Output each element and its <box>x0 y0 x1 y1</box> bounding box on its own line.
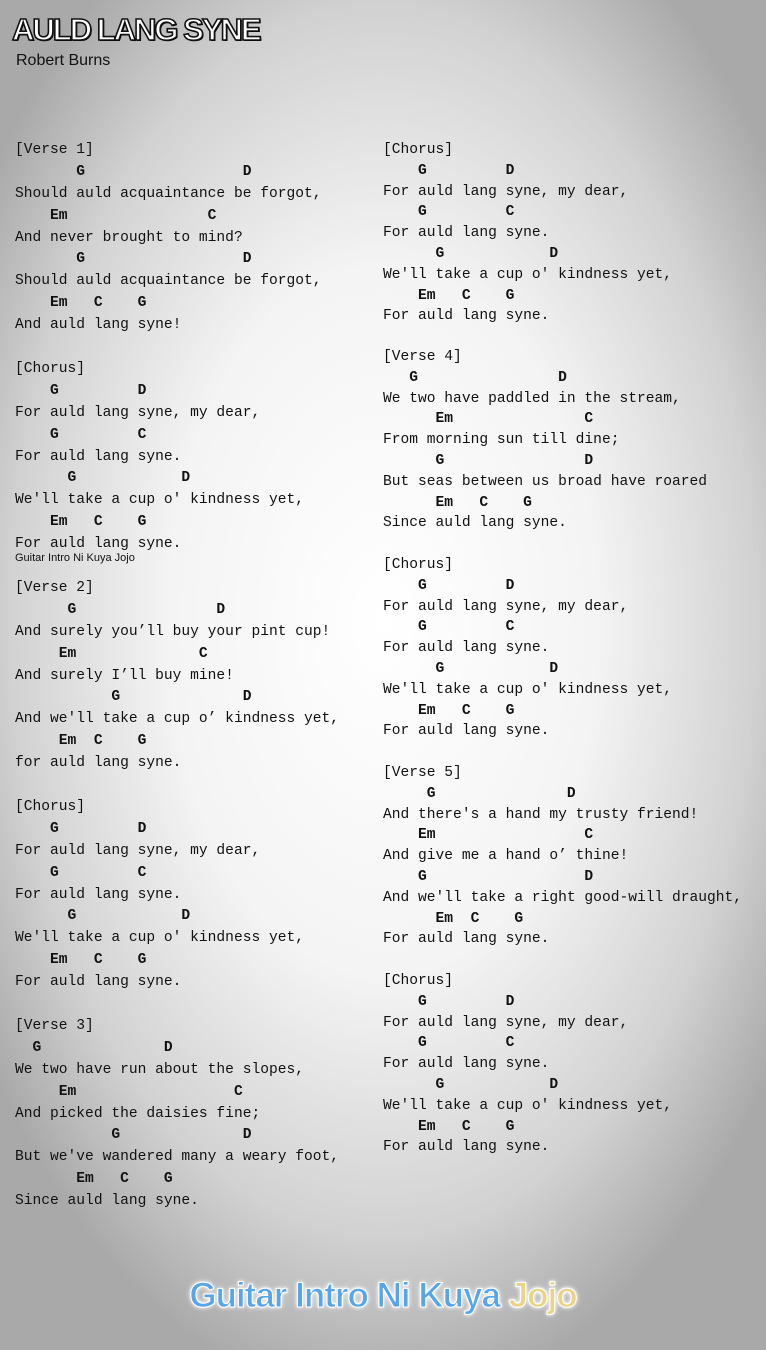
chord-line: G D <box>383 993 515 1010</box>
lyric-line: For auld lang syne, my dear, <box>383 183 629 200</box>
lyric-line: And surely you’ll buy your pint cup! <box>15 623 331 640</box>
chord-line: Em C <box>15 1083 243 1100</box>
chord-line: G D <box>15 908 191 925</box>
chord-line: Em C G <box>383 702 515 719</box>
section-label: [Verse 5] <box>383 765 462 781</box>
chord-line: G D <box>383 452 594 469</box>
section-label: [Chorus] <box>15 799 86 815</box>
chord-line: Em C G <box>383 910 524 927</box>
lyric-line: For auld lang syne. <box>15 448 182 465</box>
section-verse-1 <box>15 140 322 337</box>
lyric-line: For auld lang syne. <box>15 886 182 903</box>
lyric-line: For auld lang syne. <box>383 931 550 948</box>
lyric-line: For auld lang syne. <box>383 1139 550 1156</box>
chord-line: G C <box>15 864 147 881</box>
lyric-line: And we'll take a right good-will draught, <box>383 889 743 906</box>
chord-line: G D <box>15 163 252 180</box>
chord-line: G D <box>15 382 147 399</box>
chord-line: Em C G <box>15 733 147 750</box>
lyric-line: We two have paddled in the stream, <box>383 390 681 407</box>
lyric-line: And there's a hand my trusty friend! <box>383 806 699 823</box>
chord-line: Em C G <box>15 295 147 312</box>
section-chorus <box>15 359 304 556</box>
chord-line: G D <box>15 1127 252 1144</box>
lyric-line: For auld lang syne, my dear, <box>15 842 261 859</box>
section-label: [Verse 4] <box>383 349 462 365</box>
chord-line: G D <box>15 470 191 487</box>
section-label: [Chorus] <box>383 142 454 158</box>
chord-line: G C <box>383 204 515 221</box>
chord-line: G C <box>15 426 147 443</box>
lyric-line: We'll take a cup o' kindness yet, <box>15 492 305 509</box>
lyric-line: For auld lang syne. <box>15 974 182 991</box>
chord-line: Em C <box>15 207 217 224</box>
chord-line: G D <box>383 162 515 179</box>
lyric-line: Since auld lang syne. <box>15 1193 199 1210</box>
lyric-line: Since auld lang syne. <box>383 515 567 532</box>
watermark-banner-main: Guitar Intro Ni Kuya <box>189 1276 509 1315</box>
lyric-line: For auld lang syne. <box>383 723 550 740</box>
lyric-line: And picked the daisies fine; <box>15 1105 261 1122</box>
lyric-line: We'll take a cup o' kindness yet, <box>383 1097 673 1114</box>
section-verse-2 <box>15 578 339 775</box>
section-chorus <box>383 971 672 1158</box>
lyric-line: For auld lang syne. <box>383 1056 550 1073</box>
chord-line: Em C G <box>15 1171 173 1188</box>
lyric-line: From morning sun till dine; <box>383 432 620 449</box>
chord-line: G C <box>383 1035 515 1052</box>
chord-line: G D <box>383 369 567 386</box>
lyric-line: For auld lang syne. <box>383 308 550 325</box>
section-chorus <box>15 797 304 994</box>
chord-line: G D <box>15 1039 173 1056</box>
watermark-banner <box>0 1276 766 1316</box>
section-label: [Chorus] <box>383 973 454 989</box>
chord-line: Em C <box>383 411 594 428</box>
lyric-line: Should auld acquaintance be forgot, <box>15 185 322 202</box>
chord-line: Em C G <box>383 287 515 304</box>
chord-line: Em C <box>383 827 594 844</box>
chord-line: Em C <box>15 645 208 662</box>
chord-line: G C <box>383 619 515 636</box>
song-title: AULD LANG SYNE <box>12 12 260 47</box>
chord-line: G D <box>15 820 147 837</box>
lyric-line: And never brought to mind? <box>15 229 243 246</box>
chord-line: Em C G <box>383 494 532 511</box>
lyric-line: for auld lang syne. <box>15 755 182 772</box>
lyric-line: And give me a hand o’ thine! <box>383 848 629 865</box>
section-label: [Chorus] <box>383 557 454 573</box>
chord-line: G D <box>383 577 515 594</box>
lyric-line: We'll take a cup o' kindness yet, <box>15 930 305 947</box>
section-label: [Verse 3] <box>15 1018 94 1034</box>
lyric-line: Should auld acquaintance be forgot, <box>15 273 322 290</box>
lyric-line: We two have run about the slopes, <box>15 1061 305 1078</box>
lyric-line: For auld lang syne. <box>383 640 550 657</box>
section-label: [Verse 2] <box>15 580 94 596</box>
song-author: Robert Burns <box>16 52 111 69</box>
chord-line: G D <box>15 251 252 268</box>
watermark-small: Guitar Intro Ni Kuya Jojo <box>15 552 135 564</box>
watermark-banner-accent: Jojo <box>508 1276 577 1315</box>
chord-line: G D <box>15 689 252 706</box>
lyric-line: And auld lang syne! <box>15 317 182 334</box>
section-chorus <box>383 140 672 327</box>
lyric-line: And surely I’ll buy mine! <box>15 667 234 684</box>
section-label: [Verse 1] <box>15 142 94 158</box>
chord-line: G D <box>15 601 226 618</box>
chord-line: G D <box>383 785 576 802</box>
section-verse-5 <box>383 763 742 950</box>
lyric-line: And we'll take a cup o’ kindness yet, <box>15 711 340 728</box>
chord-line: G D <box>383 868 594 885</box>
chord-line: Em C G <box>15 952 147 969</box>
chord-line: Em C G <box>383 1118 515 1135</box>
section-label: [Chorus] <box>15 361 86 377</box>
lyric-line: We'll take a cup o' kindness yet, <box>383 681 673 698</box>
section-verse-3 <box>15 1016 339 1213</box>
section-verse-4 <box>383 347 707 534</box>
chord-line: G D <box>383 245 559 262</box>
chord-line: G D <box>383 660 559 677</box>
lyric-line: For auld lang syne. <box>383 225 550 242</box>
lyric-line: For auld lang syne, my dear, <box>15 404 261 421</box>
lyric-line: We'll take a cup o' kindness yet, <box>383 266 673 283</box>
lyric-line: But we've wandered many a weary foot, <box>15 1149 340 1166</box>
lyric-line: But seas between us broad have roared <box>383 473 708 490</box>
section-chorus <box>383 555 672 742</box>
lyric-line: For auld lang syne, my dear, <box>383 1014 629 1031</box>
chord-line: G D <box>383 1076 559 1093</box>
chord-line: Em C G <box>15 514 147 531</box>
lyric-line: For auld lang syne. <box>15 536 182 553</box>
lyric-line: For auld lang syne, my dear, <box>383 598 629 615</box>
